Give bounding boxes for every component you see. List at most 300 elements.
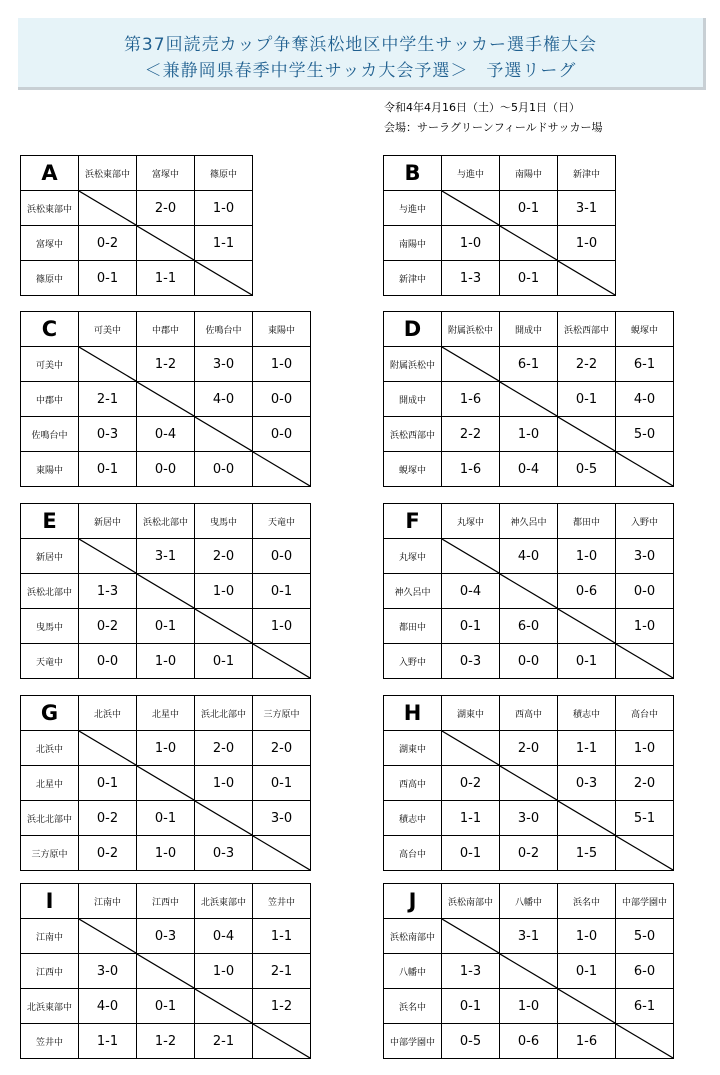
score-cell: 2-0: [195, 731, 253, 766]
group-table-d: [383, 311, 674, 487]
score-cell: 0-0: [253, 417, 311, 452]
diagonal-cell: [616, 1024, 674, 1059]
table-row: [384, 801, 674, 836]
diagonal-slash: [442, 919, 499, 953]
diagonal-cell: [558, 609, 616, 644]
column-team-name: 北浜東部中: [195, 884, 253, 919]
row-team-name: 江西中: [21, 954, 79, 989]
column-team-name: 佐鳴台中: [195, 312, 253, 347]
score-cell: 1-3: [442, 261, 500, 296]
diagonal-slash: [79, 347, 136, 381]
column-team-name: 附属浜松中: [442, 312, 500, 347]
column-team-name: 浜松西部中: [558, 312, 616, 347]
score-cell: 0-1: [79, 766, 137, 801]
row-team-name: 湖東中: [384, 731, 442, 766]
column-team-name: 江南中: [79, 884, 137, 919]
score-cell: 0-1: [195, 644, 253, 679]
score-cell: 5-0: [616, 417, 674, 452]
diagonal-cell: [137, 954, 195, 989]
table-row: [384, 731, 674, 766]
diagonal-slash: [79, 919, 136, 953]
score-cell: 1-1: [442, 801, 500, 836]
column-team-name: 天竜中: [253, 504, 311, 539]
score-cell: 3-0: [79, 954, 137, 989]
row-team-name: 中郡中: [21, 382, 79, 417]
score-cell: 0-0: [616, 574, 674, 609]
score-cell: 2-1: [253, 954, 311, 989]
diagonal-cell: [500, 766, 558, 801]
row-team-name: 北浜東部中: [21, 989, 79, 1024]
table-row: [21, 574, 311, 609]
score-cell: 0-4: [500, 452, 558, 487]
table-row: [21, 452, 311, 487]
score-cell: 0-1: [558, 644, 616, 679]
group-letter: J: [384, 884, 442, 919]
row-team-name: 浜名中: [384, 989, 442, 1024]
diagonal-slash: [195, 261, 252, 295]
score-cell: 2-0: [137, 191, 195, 226]
table-row: [21, 382, 311, 417]
diagonal-cell: [616, 644, 674, 679]
diagonal-cell: [558, 989, 616, 1024]
group-table-a: [20, 155, 253, 296]
table-row: [21, 644, 311, 679]
column-team-name: 丸塚中: [442, 504, 500, 539]
row-team-name: 神久呂中: [384, 574, 442, 609]
diagonal-cell: [195, 417, 253, 452]
row-team-name: 富塚中: [21, 226, 79, 261]
diagonal-slash: [195, 609, 252, 643]
diagonal-slash: [79, 191, 136, 225]
diagonal-cell: [195, 989, 253, 1024]
row-team-name: 東陽中: [21, 452, 79, 487]
diagonal-cell: [79, 919, 137, 954]
diagonal-cell: [79, 731, 137, 766]
column-team-name: 入野中: [616, 504, 674, 539]
score-cell: 1-6: [558, 1024, 616, 1059]
diagonal-slash: [79, 731, 136, 765]
diagonal-cell: [79, 539, 137, 574]
diagonal-cell: [442, 347, 500, 382]
table-row: [384, 261, 616, 296]
group-letter: E: [21, 504, 79, 539]
column-team-name: 中部学園中: [616, 884, 674, 919]
score-cell: 0-2: [500, 836, 558, 871]
score-cell: 1-1: [137, 261, 195, 296]
score-cell: 1-0: [500, 417, 558, 452]
event-date: 令和4年4月16日（土）～5月1日（日）: [384, 101, 580, 114]
group-letter: I: [21, 884, 79, 919]
score-cell: 0-1: [137, 989, 195, 1024]
diagonal-slash: [442, 191, 499, 225]
score-cell: 1-0: [558, 919, 616, 954]
diagonal-cell: [442, 919, 500, 954]
score-cell: 1-1: [195, 226, 253, 261]
score-cell: 2-2: [558, 347, 616, 382]
column-team-name: 中郡中: [137, 312, 195, 347]
table-row: [21, 989, 311, 1024]
score-cell: 1-0: [500, 989, 558, 1024]
score-cell: 0-5: [442, 1024, 500, 1059]
event-info: [384, 98, 602, 138]
table-row: [384, 574, 674, 609]
score-cell: 4-0: [616, 382, 674, 417]
diagonal-slash: [137, 574, 194, 608]
score-cell: 1-0: [195, 766, 253, 801]
score-cell: 1-3: [79, 574, 137, 609]
table-row: [384, 417, 674, 452]
group-table-h: [383, 695, 674, 871]
column-team-name: 浜北北部中: [195, 696, 253, 731]
diagonal-cell: [253, 1024, 311, 1059]
score-cell: 1-2: [137, 347, 195, 382]
table-row: [384, 191, 616, 226]
score-cell: 1-6: [442, 452, 500, 487]
diagonal-cell: [442, 539, 500, 574]
diagonal-slash: [500, 574, 557, 608]
diagonal-slash: [558, 989, 615, 1023]
column-team-name: 積志中: [558, 696, 616, 731]
diagonal-slash: [137, 226, 194, 260]
table-row: [21, 836, 311, 871]
table-row: [21, 919, 311, 954]
score-cell: 1-2: [137, 1024, 195, 1059]
column-team-name: 与進中: [442, 156, 500, 191]
column-team-name: 蜆塚中: [616, 312, 674, 347]
diagonal-slash: [442, 347, 499, 381]
score-cell: 1-0: [558, 226, 616, 261]
score-cell: 1-5: [558, 836, 616, 871]
score-cell: 1-3: [442, 954, 500, 989]
diagonal-slash: [442, 731, 499, 765]
column-team-name: 曳馬中: [195, 504, 253, 539]
diagonal-slash: [616, 1024, 673, 1058]
group-table-e: [20, 503, 311, 679]
table-row: [21, 226, 253, 261]
diagonal-cell: [137, 574, 195, 609]
table-row: [384, 609, 674, 644]
table-row: [21, 539, 311, 574]
score-cell: 0-4: [442, 574, 500, 609]
row-team-name: 浜松南部中: [384, 919, 442, 954]
score-cell: 4-0: [79, 989, 137, 1024]
table-row: [384, 766, 674, 801]
score-cell: 0-1: [253, 574, 311, 609]
diagonal-cell: [79, 191, 137, 226]
group-letter: G: [21, 696, 79, 731]
table-row: [21, 801, 311, 836]
row-team-name: 八幡中: [384, 954, 442, 989]
group-letter: A: [21, 156, 79, 191]
score-cell: 0-4: [195, 919, 253, 954]
score-cell: 0-0: [253, 382, 311, 417]
score-cell: 0-3: [558, 766, 616, 801]
column-team-name: 江西中: [137, 884, 195, 919]
row-team-name: 浜松東部中: [21, 191, 79, 226]
column-team-name: 笠井中: [253, 884, 311, 919]
diagonal-cell: [79, 347, 137, 382]
score-cell: 2-0: [616, 766, 674, 801]
diagonal-cell: [137, 766, 195, 801]
group-table-j: [383, 883, 674, 1059]
table-row: [384, 954, 674, 989]
column-team-name: 新居中: [79, 504, 137, 539]
score-cell: 0-1: [500, 191, 558, 226]
diagonal-slash: [253, 644, 310, 678]
score-cell: 0-0: [79, 644, 137, 679]
diagonal-slash: [195, 989, 252, 1023]
column-team-name: 八幡中: [500, 884, 558, 919]
score-cell: 1-0: [195, 191, 253, 226]
diagonal-cell: [195, 801, 253, 836]
score-cell: 1-0: [616, 731, 674, 766]
score-cell: 0-0: [195, 452, 253, 487]
table-row: [21, 347, 311, 382]
score-cell: 0-1: [253, 766, 311, 801]
title-line-1: 第37回読売カップ争奪浜松地区中学生サッカー選手権大会: [123, 35, 598, 55]
row-team-name: 笠井中: [21, 1024, 79, 1059]
group-table-b: [383, 155, 616, 296]
score-cell: 1-0: [558, 539, 616, 574]
score-cell: 3-1: [558, 191, 616, 226]
diagonal-cell: [558, 417, 616, 452]
diagonal-slash: [79, 539, 136, 573]
table-row: [21, 1024, 311, 1059]
score-cell: 3-0: [253, 801, 311, 836]
table-row: [21, 261, 253, 296]
score-cell: 0-2: [79, 226, 137, 261]
group-table-c: [20, 311, 311, 487]
table-row: [384, 347, 674, 382]
row-team-name: 浜松西部中: [384, 417, 442, 452]
diagonal-slash: [253, 1024, 310, 1058]
table-row: [384, 226, 616, 261]
score-cell: 5-0: [616, 919, 674, 954]
diagonal-slash: [558, 261, 615, 295]
score-cell: 0-0: [500, 644, 558, 679]
diagonal-cell: [442, 731, 500, 766]
score-cell: 2-1: [79, 382, 137, 417]
diagonal-cell: [500, 574, 558, 609]
score-cell: 0-3: [442, 644, 500, 679]
diagonal-cell: [195, 261, 253, 296]
score-cell: 1-0: [442, 226, 500, 261]
column-team-name: 浜松北部中: [137, 504, 195, 539]
column-team-name: 北星中: [137, 696, 195, 731]
row-team-name: 浜松北部中: [21, 574, 79, 609]
score-cell: 0-1: [442, 609, 500, 644]
row-team-name: 江南中: [21, 919, 79, 954]
column-team-name: 高台中: [616, 696, 674, 731]
score-cell: 0-0: [253, 539, 311, 574]
row-team-name: 浜北北部中: [21, 801, 79, 836]
score-cell: 0-3: [137, 919, 195, 954]
diagonal-slash: [500, 382, 557, 416]
score-cell: 2-0: [253, 731, 311, 766]
score-cell: 3-0: [500, 801, 558, 836]
diagonal-slash: [500, 226, 557, 260]
score-cell: 0-1: [558, 382, 616, 417]
diagonal-slash: [616, 644, 673, 678]
column-team-name: 湖東中: [442, 696, 500, 731]
table-row: [21, 731, 311, 766]
score-cell: 0-2: [79, 836, 137, 871]
score-cell: 6-0: [616, 954, 674, 989]
column-team-name: 南陽中: [500, 156, 558, 191]
row-team-name: 可美中: [21, 347, 79, 382]
score-cell: 5-1: [616, 801, 674, 836]
score-cell: 1-0: [616, 609, 674, 644]
diagonal-slash: [195, 417, 252, 451]
score-cell: 0-2: [79, 609, 137, 644]
column-team-name: 富塚中: [137, 156, 195, 191]
score-cell: 1-0: [195, 954, 253, 989]
group-table-i: [20, 883, 311, 1059]
diagonal-cell: [195, 609, 253, 644]
column-team-name: 三方原中: [253, 696, 311, 731]
score-cell: 2-2: [442, 417, 500, 452]
column-team-name: 可美中: [79, 312, 137, 347]
group-letter: C: [21, 312, 79, 347]
row-team-name: 丸塚中: [384, 539, 442, 574]
group-table-f: [383, 503, 674, 679]
table-row: [21, 191, 253, 226]
score-cell: 2-0: [195, 539, 253, 574]
diagonal-cell: [558, 801, 616, 836]
diagonal-cell: [616, 452, 674, 487]
row-team-name: 新津中: [384, 261, 442, 296]
group-table-g: [20, 695, 311, 871]
table-row: [384, 836, 674, 871]
diagonal-slash: [253, 836, 310, 870]
row-team-name: 附属浜松中: [384, 347, 442, 382]
score-cell: 0-6: [558, 574, 616, 609]
score-cell: 0-3: [79, 417, 137, 452]
row-team-name: 積志中: [384, 801, 442, 836]
score-cell: 6-0: [500, 609, 558, 644]
diagonal-slash: [137, 954, 194, 988]
row-team-name: 篠原中: [21, 261, 79, 296]
diagonal-slash: [500, 954, 557, 988]
score-cell: 1-1: [79, 1024, 137, 1059]
score-cell: 1-0: [137, 731, 195, 766]
score-cell: 0-1: [500, 261, 558, 296]
group-letter: D: [384, 312, 442, 347]
diagonal-slash: [137, 766, 194, 800]
column-team-name: 浜名中: [558, 884, 616, 919]
group-letter: H: [384, 696, 442, 731]
row-team-name: 高台中: [384, 836, 442, 871]
score-cell: 2-0: [500, 731, 558, 766]
diagonal-slash: [558, 417, 615, 451]
table-row: [384, 919, 674, 954]
row-team-name: 北浜中: [21, 731, 79, 766]
diagonal-cell: [253, 644, 311, 679]
score-cell: 6-1: [616, 347, 674, 382]
row-team-name: 中部学園中: [384, 1024, 442, 1059]
score-cell: 3-0: [195, 347, 253, 382]
column-team-name: 篠原中: [195, 156, 253, 191]
score-cell: 3-1: [137, 539, 195, 574]
score-cell: 0-1: [137, 801, 195, 836]
score-cell: 0-1: [79, 452, 137, 487]
row-team-name: 開成中: [384, 382, 442, 417]
event-venue: 会場：サーラグリーンフィールドサッカー場: [384, 121, 603, 134]
row-team-name: 曳馬中: [21, 609, 79, 644]
score-cell: 2-1: [195, 1024, 253, 1059]
score-cell: 1-1: [253, 919, 311, 954]
row-team-name: 北星中: [21, 766, 79, 801]
diagonal-cell: [442, 191, 500, 226]
diagonal-cell: [500, 226, 558, 261]
row-team-name: 都田中: [384, 609, 442, 644]
table-row: [21, 417, 311, 452]
row-team-name: 南陽中: [384, 226, 442, 261]
row-team-name: 佐鳴台中: [21, 417, 79, 452]
score-cell: 0-6: [500, 1024, 558, 1059]
diagonal-cell: [500, 382, 558, 417]
table-row: [384, 1024, 674, 1059]
title-line-2: ＜兼静岡県春季中学生サッカ大会予選＞ 予選リーグ: [144, 61, 577, 81]
diagonal-slash: [558, 609, 615, 643]
table-row: [21, 954, 311, 989]
title-banner: [18, 18, 706, 90]
diagonal-slash: [616, 452, 673, 486]
score-cell: 0-4: [137, 417, 195, 452]
row-team-name: 入野中: [384, 644, 442, 679]
column-team-name: 西高中: [500, 696, 558, 731]
score-cell: 0-1: [79, 261, 137, 296]
score-cell: 0-1: [442, 989, 500, 1024]
diagonal-cell: [616, 836, 674, 871]
score-cell: 0-5: [558, 452, 616, 487]
column-team-name: 新津中: [558, 156, 616, 191]
diagonal-cell: [558, 261, 616, 296]
score-cell: 0-1: [137, 609, 195, 644]
score-cell: 4-0: [195, 382, 253, 417]
column-team-name: 神久呂中: [500, 504, 558, 539]
diagonal-slash: [195, 801, 252, 835]
diagonal-slash: [442, 539, 499, 573]
score-cell: 1-0: [137, 836, 195, 871]
table-row: [384, 989, 674, 1024]
row-team-name: 新居中: [21, 539, 79, 574]
score-cell: 1-2: [253, 989, 311, 1024]
group-letter: F: [384, 504, 442, 539]
row-team-name: 天竜中: [21, 644, 79, 679]
score-cell: 0-0: [137, 452, 195, 487]
group-letter: B: [384, 156, 442, 191]
score-cell: 0-3: [195, 836, 253, 871]
row-team-name: 蜆塚中: [384, 452, 442, 487]
table-row: [21, 766, 311, 801]
score-cell: 6-1: [616, 989, 674, 1024]
table-row: [384, 539, 674, 574]
score-cell: 1-0: [137, 644, 195, 679]
score-cell: 3-0: [616, 539, 674, 574]
table-row: [384, 644, 674, 679]
diagonal-cell: [137, 226, 195, 261]
score-cell: 1-0: [195, 574, 253, 609]
score-cell: 1-1: [558, 731, 616, 766]
row-team-name: 与進中: [384, 191, 442, 226]
score-cell: 1-0: [253, 347, 311, 382]
table-row: [384, 452, 674, 487]
table-row: [384, 382, 674, 417]
diagonal-cell: [253, 836, 311, 871]
diagonal-cell: [500, 954, 558, 989]
column-team-name: 東陽中: [253, 312, 311, 347]
